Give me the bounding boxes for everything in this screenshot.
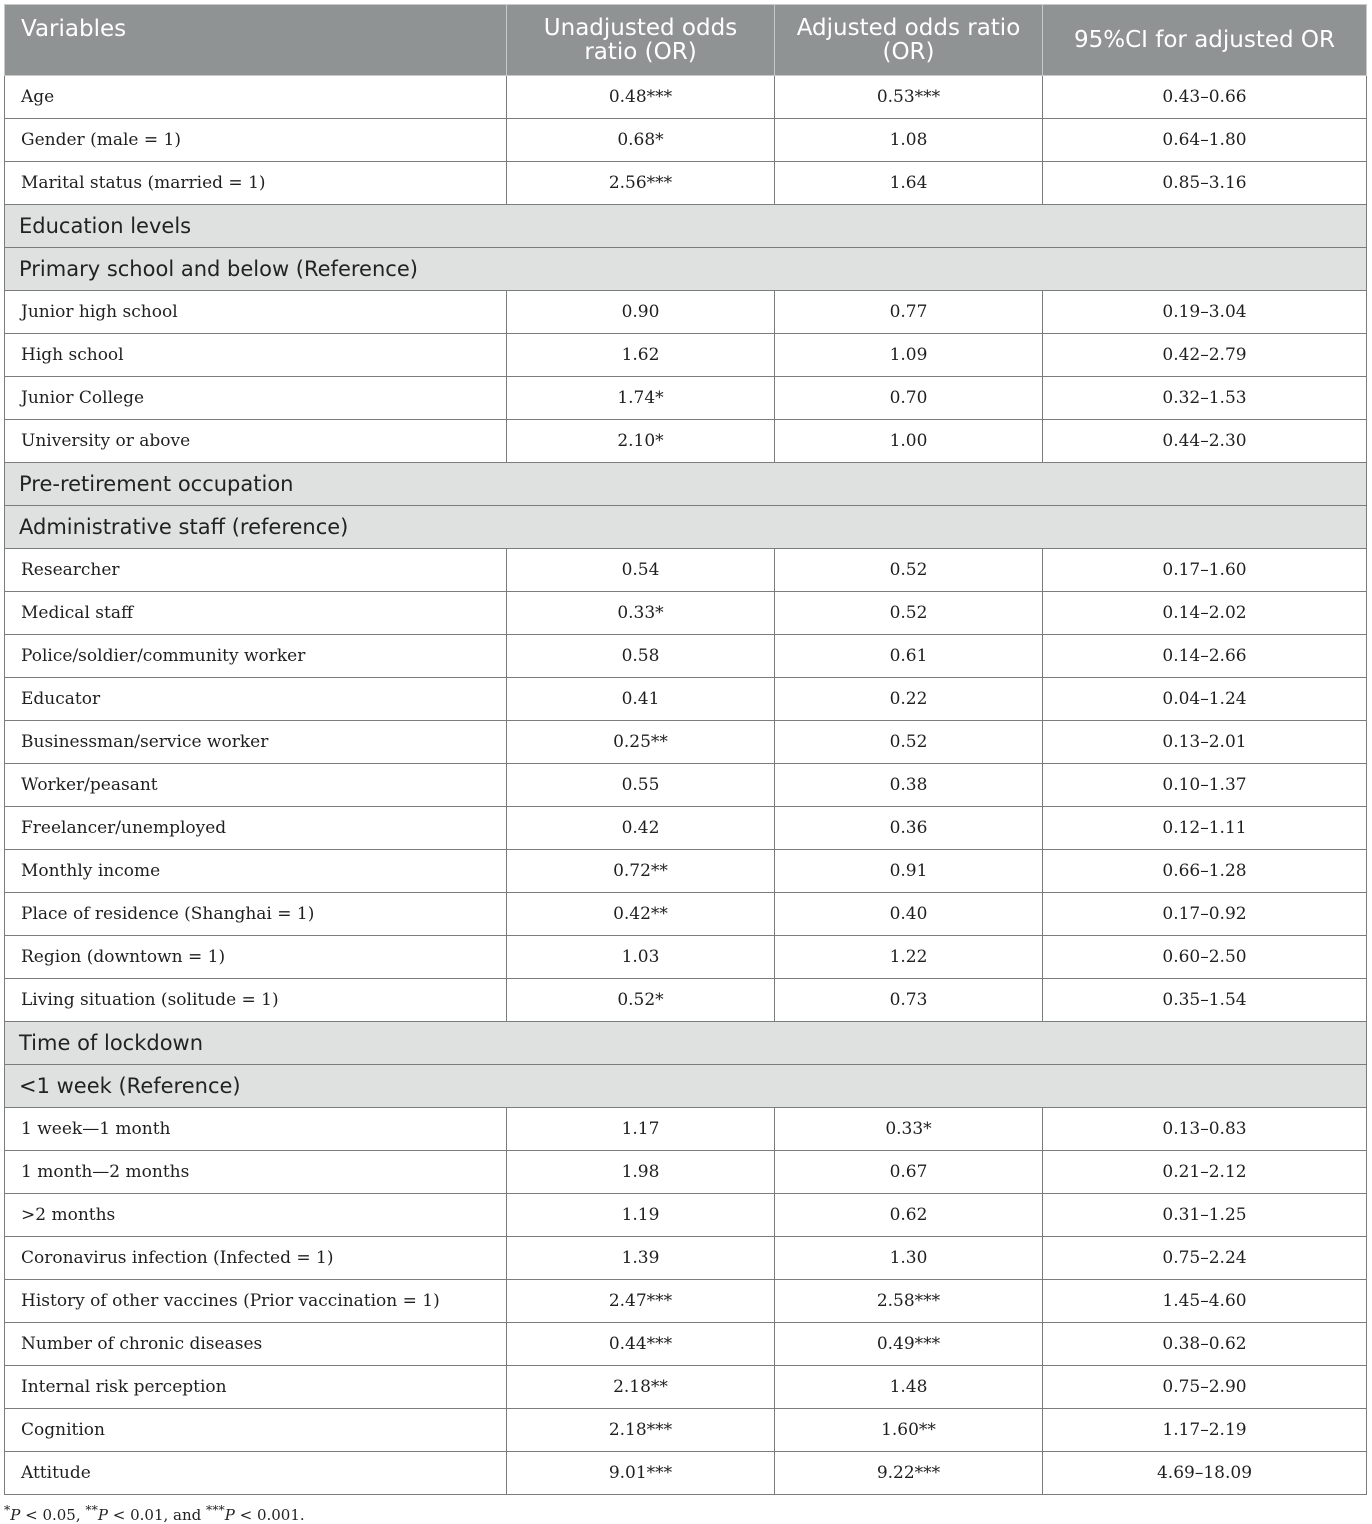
unadjusted-or-cell: 0.52* bbox=[507, 979, 775, 1022]
ci-cell: 0.31–1.25 bbox=[1043, 1194, 1367, 1237]
table-header-row bbox=[5, 5, 1367, 76]
table-row bbox=[5, 549, 1367, 592]
adjusted-or-cell: 1.09 bbox=[775, 334, 1043, 377]
unadjusted-or-cell: 0.42 bbox=[507, 807, 775, 850]
table-row bbox=[5, 334, 1367, 377]
unadjusted-or-cell: 2.47*** bbox=[507, 1280, 775, 1323]
adjusted-or-cell: 1.48 bbox=[775, 1366, 1043, 1409]
unadjusted-or-cell: 2.10* bbox=[507, 420, 775, 463]
table-row bbox=[5, 893, 1367, 936]
footnote-significance-marker: *** bbox=[206, 1502, 225, 1517]
ci-cell: 0.75–2.90 bbox=[1043, 1366, 1367, 1409]
unadjusted-or-cell: 2.18*** bbox=[507, 1409, 775, 1452]
footnote-threshold: < 0.01, and bbox=[107, 1506, 206, 1524]
variable-cell: >2 months bbox=[5, 1194, 507, 1237]
table-row bbox=[5, 162, 1367, 205]
ci-cell: 0.17–0.92 bbox=[1043, 893, 1367, 936]
section-label: Primary school and below (Reference) bbox=[5, 248, 1367, 291]
variable-cell: History of other vaccines (Prior vaccination = 1) bbox=[5, 1280, 507, 1323]
adjusted-or-cell: 0.38 bbox=[775, 764, 1043, 807]
section-label: Pre-retirement occupation bbox=[5, 463, 1367, 506]
table-body bbox=[5, 76, 1367, 1495]
unadjusted-or-cell: 0.54 bbox=[507, 549, 775, 592]
header-variables: Variables bbox=[5, 5, 507, 76]
adjusted-or-cell: 0.22 bbox=[775, 678, 1043, 721]
adjusted-or-cell: 0.61 bbox=[775, 635, 1043, 678]
variable-cell: Age bbox=[5, 76, 507, 119]
table-row bbox=[5, 678, 1367, 721]
ci-cell: 0.12–1.11 bbox=[1043, 807, 1367, 850]
variable-cell: Gender (male = 1) bbox=[5, 119, 507, 162]
header-adjusted-or: Adjusted odds ratio (OR) bbox=[775, 5, 1043, 76]
unadjusted-or-cell: 0.33* bbox=[507, 592, 775, 635]
unadjusted-or-cell: 0.25** bbox=[507, 721, 775, 764]
unadjusted-or-cell: 1.98 bbox=[507, 1151, 775, 1194]
table-row bbox=[5, 979, 1367, 1022]
ci-cell: 4.69–18.09 bbox=[1043, 1452, 1367, 1495]
unadjusted-or-cell: 0.58 bbox=[507, 635, 775, 678]
unadjusted-or-cell: 0.48*** bbox=[507, 76, 775, 119]
unadjusted-or-cell: 0.55 bbox=[507, 764, 775, 807]
adjusted-or-cell: 2.58*** bbox=[775, 1280, 1043, 1323]
variable-cell: Attitude bbox=[5, 1452, 507, 1495]
table-row bbox=[5, 635, 1367, 678]
table-row bbox=[5, 850, 1367, 893]
table-row bbox=[5, 119, 1367, 162]
table-row bbox=[5, 1108, 1367, 1151]
adjusted-or-cell: 0.49*** bbox=[775, 1323, 1043, 1366]
adjusted-or-cell: 0.77 bbox=[775, 291, 1043, 334]
adjusted-or-cell: 0.73 bbox=[775, 979, 1043, 1022]
variable-cell: Place of residence (Shanghai = 1) bbox=[5, 893, 507, 936]
ci-cell: 0.44–2.30 bbox=[1043, 420, 1367, 463]
table-row bbox=[5, 936, 1367, 979]
adjusted-or-cell: 0.70 bbox=[775, 377, 1043, 420]
ci-cell: 0.14–2.66 bbox=[1043, 635, 1367, 678]
ci-cell: 0.04–1.24 bbox=[1043, 678, 1367, 721]
variable-cell: Worker/peasant bbox=[5, 764, 507, 807]
table-row bbox=[5, 807, 1367, 850]
section-label: Administrative staff (reference) bbox=[5, 506, 1367, 549]
ci-cell: 0.38–0.62 bbox=[1043, 1323, 1367, 1366]
ci-cell: 0.32–1.53 bbox=[1043, 377, 1367, 420]
variable-cell: Educator bbox=[5, 678, 507, 721]
ci-cell: 0.60–2.50 bbox=[1043, 936, 1367, 979]
adjusted-or-cell: 0.91 bbox=[775, 850, 1043, 893]
unadjusted-or-cell: 1.39 bbox=[507, 1237, 775, 1280]
table-section-row bbox=[5, 463, 1367, 506]
ci-cell: 0.13–2.01 bbox=[1043, 721, 1367, 764]
variable-cell: Researcher bbox=[5, 549, 507, 592]
footnote-significance-marker: * bbox=[4, 1502, 11, 1517]
unadjusted-or-cell: 1.19 bbox=[507, 1194, 775, 1237]
variable-cell: University or above bbox=[5, 420, 507, 463]
section-label: <1 week (Reference) bbox=[5, 1065, 1367, 1108]
table-row bbox=[5, 420, 1367, 463]
ci-cell: 0.64–1.80 bbox=[1043, 119, 1367, 162]
adjusted-or-cell: 1.08 bbox=[775, 119, 1043, 162]
adjusted-or-cell: 0.62 bbox=[775, 1194, 1043, 1237]
unadjusted-or-cell: 2.18** bbox=[507, 1366, 775, 1409]
variable-cell: Living situation (solitude = 1) bbox=[5, 979, 507, 1022]
ci-cell: 0.75–2.24 bbox=[1043, 1237, 1367, 1280]
adjusted-or-cell: 0.33* bbox=[775, 1108, 1043, 1151]
variable-cell: Businessman/service worker bbox=[5, 721, 507, 764]
table-row bbox=[5, 721, 1367, 764]
adjusted-or-cell: 0.52 bbox=[775, 592, 1043, 635]
table-row bbox=[5, 1151, 1367, 1194]
unadjusted-or-cell: 1.03 bbox=[507, 936, 775, 979]
adjusted-or-cell: 0.52 bbox=[775, 549, 1043, 592]
adjusted-or-cell: 1.60** bbox=[775, 1409, 1043, 1452]
ci-cell: 0.66–1.28 bbox=[1043, 850, 1367, 893]
table-row bbox=[5, 764, 1367, 807]
table-container bbox=[4, 4, 1366, 1495]
table-row bbox=[5, 1452, 1367, 1495]
table-row bbox=[5, 592, 1367, 635]
header-unadjusted-or: Unadjusted odds ratio (OR) bbox=[507, 5, 775, 76]
ci-cell: 0.35–1.54 bbox=[1043, 979, 1367, 1022]
table-row bbox=[5, 1366, 1367, 1409]
adjusted-or-cell: 1.30 bbox=[775, 1237, 1043, 1280]
adjusted-or-cell: 9.22*** bbox=[775, 1452, 1043, 1495]
footnote-threshold: < 0.001. bbox=[234, 1506, 305, 1524]
variable-cell: Monthly income bbox=[5, 850, 507, 893]
ci-cell: 0.13–0.83 bbox=[1043, 1108, 1367, 1151]
ci-cell: 1.17–2.19 bbox=[1043, 1409, 1367, 1452]
table-row bbox=[5, 1194, 1367, 1237]
table-section-row bbox=[5, 205, 1367, 248]
unadjusted-or-cell: 0.42** bbox=[507, 893, 775, 936]
ci-cell: 0.10–1.37 bbox=[1043, 764, 1367, 807]
ci-cell: 0.17–1.60 bbox=[1043, 549, 1367, 592]
table-section-row bbox=[5, 1065, 1367, 1108]
table-section-row bbox=[5, 248, 1367, 291]
table-row bbox=[5, 377, 1367, 420]
ci-cell: 0.43–0.66 bbox=[1043, 76, 1367, 119]
unadjusted-or-cell: 1.74* bbox=[507, 377, 775, 420]
adjusted-or-cell: 0.40 bbox=[775, 893, 1043, 936]
unadjusted-or-cell: 0.44*** bbox=[507, 1323, 775, 1366]
ci-cell: 0.42–2.79 bbox=[1043, 334, 1367, 377]
section-label: Education levels bbox=[5, 205, 1367, 248]
variable-cell: Cognition bbox=[5, 1409, 507, 1452]
unadjusted-or-cell: 2.56*** bbox=[507, 162, 775, 205]
ci-cell: 0.19–3.04 bbox=[1043, 291, 1367, 334]
odds-ratio-table bbox=[4, 4, 1367, 1495]
adjusted-or-cell: 1.64 bbox=[775, 162, 1043, 205]
variable-cell: Junior College bbox=[5, 377, 507, 420]
adjusted-or-cell: 0.52 bbox=[775, 721, 1043, 764]
ci-cell: 1.45–4.60 bbox=[1043, 1280, 1367, 1323]
variable-cell: 1 month—2 months bbox=[5, 1151, 507, 1194]
variable-cell: Coronavirus infection (Infected = 1) bbox=[5, 1237, 507, 1280]
unadjusted-or-cell: 0.68* bbox=[507, 119, 775, 162]
variable-cell: Junior high school bbox=[5, 291, 507, 334]
ci-cell: 0.14–2.02 bbox=[1043, 592, 1367, 635]
adjusted-or-cell: 0.53*** bbox=[775, 76, 1043, 119]
header-ci-adjusted-or: 95%CI for adjusted OR bbox=[1043, 5, 1367, 76]
variable-cell: Marital status (married = 1) bbox=[5, 162, 507, 205]
unadjusted-or-cell: 1.17 bbox=[507, 1108, 775, 1151]
variable-cell: High school bbox=[5, 334, 507, 377]
variable-cell: Freelancer/unemployed bbox=[5, 807, 507, 850]
ci-cell: 0.21–2.12 bbox=[1043, 1151, 1367, 1194]
section-label: Time of lockdown bbox=[5, 1022, 1367, 1065]
variable-cell: 1 week—1 month bbox=[5, 1108, 507, 1151]
footnote-significance-marker: ** bbox=[85, 1502, 98, 1517]
table-row bbox=[5, 1323, 1367, 1366]
unadjusted-or-cell: 9.01*** bbox=[507, 1452, 775, 1495]
variable-cell: Medical staff bbox=[5, 592, 507, 635]
variable-cell: Internal risk perception bbox=[5, 1366, 507, 1409]
unadjusted-or-cell: 0.72** bbox=[507, 850, 775, 893]
table-footnote bbox=[4, 1502, 305, 1524]
table-row bbox=[5, 1280, 1367, 1323]
variable-cell: Police/soldier/community worker bbox=[5, 635, 507, 678]
adjusted-or-cell: 1.22 bbox=[775, 936, 1043, 979]
adjusted-or-cell: 1.00 bbox=[775, 420, 1043, 463]
footnote-p-symbol: P bbox=[10, 1506, 21, 1524]
table-section-row bbox=[5, 1022, 1367, 1065]
footnote-p-symbol: P bbox=[224, 1506, 235, 1524]
variable-cell: Number of chronic diseases bbox=[5, 1323, 507, 1366]
adjusted-or-cell: 0.67 bbox=[775, 1151, 1043, 1194]
ci-cell: 0.85–3.16 bbox=[1043, 162, 1367, 205]
table-row bbox=[5, 1409, 1367, 1452]
variable-cell: Region (downtown = 1) bbox=[5, 936, 507, 979]
table-row bbox=[5, 291, 1367, 334]
table-row bbox=[5, 1237, 1367, 1280]
table-row bbox=[5, 76, 1367, 119]
footnote-p-symbol: P bbox=[97, 1506, 108, 1524]
unadjusted-or-cell: 0.41 bbox=[507, 678, 775, 721]
table-section-row bbox=[5, 506, 1367, 549]
unadjusted-or-cell: 0.90 bbox=[507, 291, 775, 334]
unadjusted-or-cell: 1.62 bbox=[507, 334, 775, 377]
footnote-threshold: < 0.05, bbox=[20, 1506, 86, 1524]
adjusted-or-cell: 0.36 bbox=[775, 807, 1043, 850]
